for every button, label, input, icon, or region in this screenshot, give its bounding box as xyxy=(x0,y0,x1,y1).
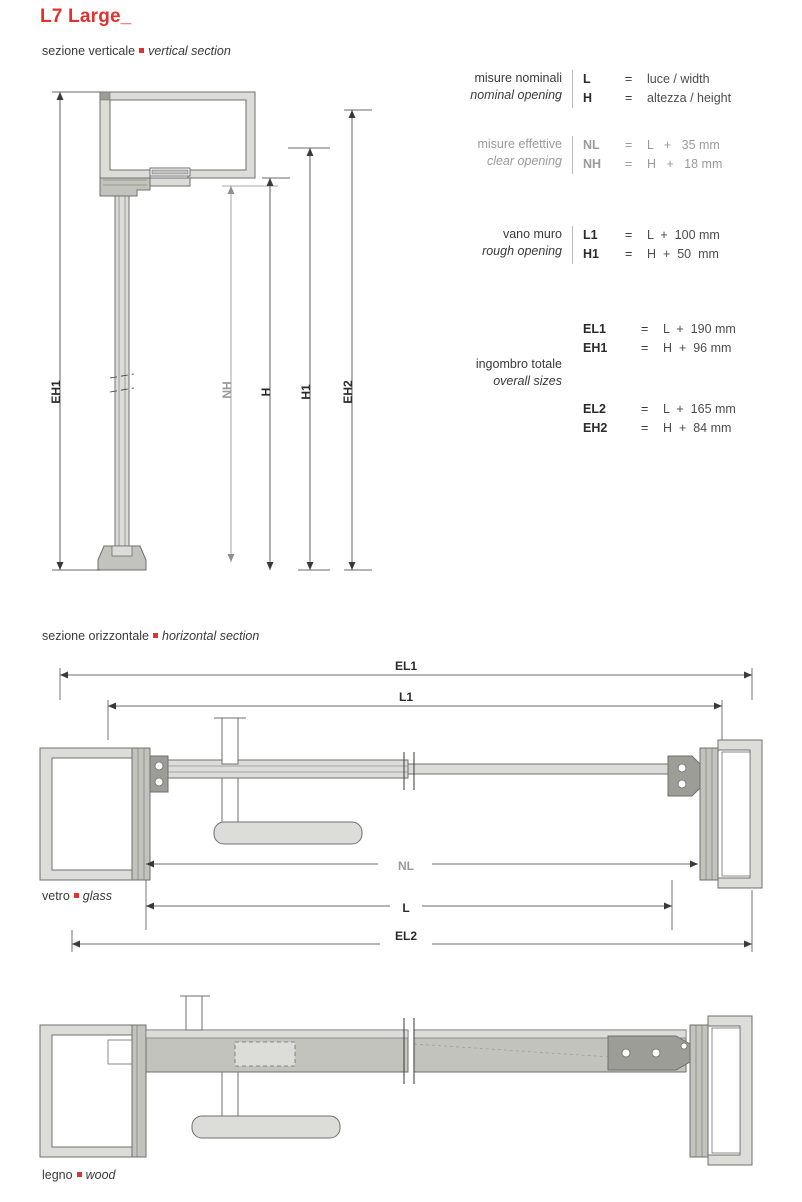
legend-row: NH = H + 18 mm xyxy=(583,157,723,171)
page-title: L7 Large_ xyxy=(40,6,132,27)
dim-L: L xyxy=(402,901,410,915)
legend-row: L1 = L + 100 mm xyxy=(583,228,720,242)
vertical-section-label: sezione verticale vertical section xyxy=(42,44,231,58)
caption-glass: vetro glass xyxy=(42,889,112,903)
legend-row: NL = L + 35 mm xyxy=(583,138,720,152)
legend-row: EL1 = L + 190 mm xyxy=(583,322,736,336)
dim-EL2: EL2 xyxy=(394,929,418,943)
legend-row: EL2 = L + 165 mm xyxy=(583,402,736,416)
dim-H: H xyxy=(259,387,273,397)
horizontal-section-glass-drawing xyxy=(40,659,762,954)
dim-L1: L1 xyxy=(398,690,414,704)
legend-row: EH2 = H + 84 mm xyxy=(583,421,732,435)
bullet-icon xyxy=(77,1172,82,1177)
dim-H1: H1 xyxy=(299,384,313,400)
dim-NL: NL xyxy=(398,859,414,873)
legend-group-label: misure effettive clear opening xyxy=(477,137,562,168)
bullet-icon xyxy=(74,893,79,898)
caption-wood: legno wood xyxy=(42,1168,116,1182)
dim-EH1: EH1 xyxy=(49,380,63,404)
dim-EL1: EL1 xyxy=(394,659,418,673)
horizontal-section-label: sezione orizzontale horizontal section xyxy=(42,629,260,643)
legend-row: H1 = H + 50 mm xyxy=(583,247,719,261)
legend-group-label: misure nominali nominal opening xyxy=(470,71,562,102)
dim-NH: NH xyxy=(220,381,234,399)
vertical-section-drawing xyxy=(49,92,372,570)
dim-EH2: EH2 xyxy=(341,380,355,404)
legend-row: L = luce / width xyxy=(583,72,710,86)
horizontal-section-wood-drawing xyxy=(40,996,752,1165)
legend-row: EH1 = H + 96 mm xyxy=(583,341,732,355)
legend-row: H = altezza / height xyxy=(583,91,732,105)
legend-group-label: vano muro rough opening xyxy=(482,227,562,258)
legend-group-label: ingombro totale overall sizes xyxy=(475,357,562,388)
